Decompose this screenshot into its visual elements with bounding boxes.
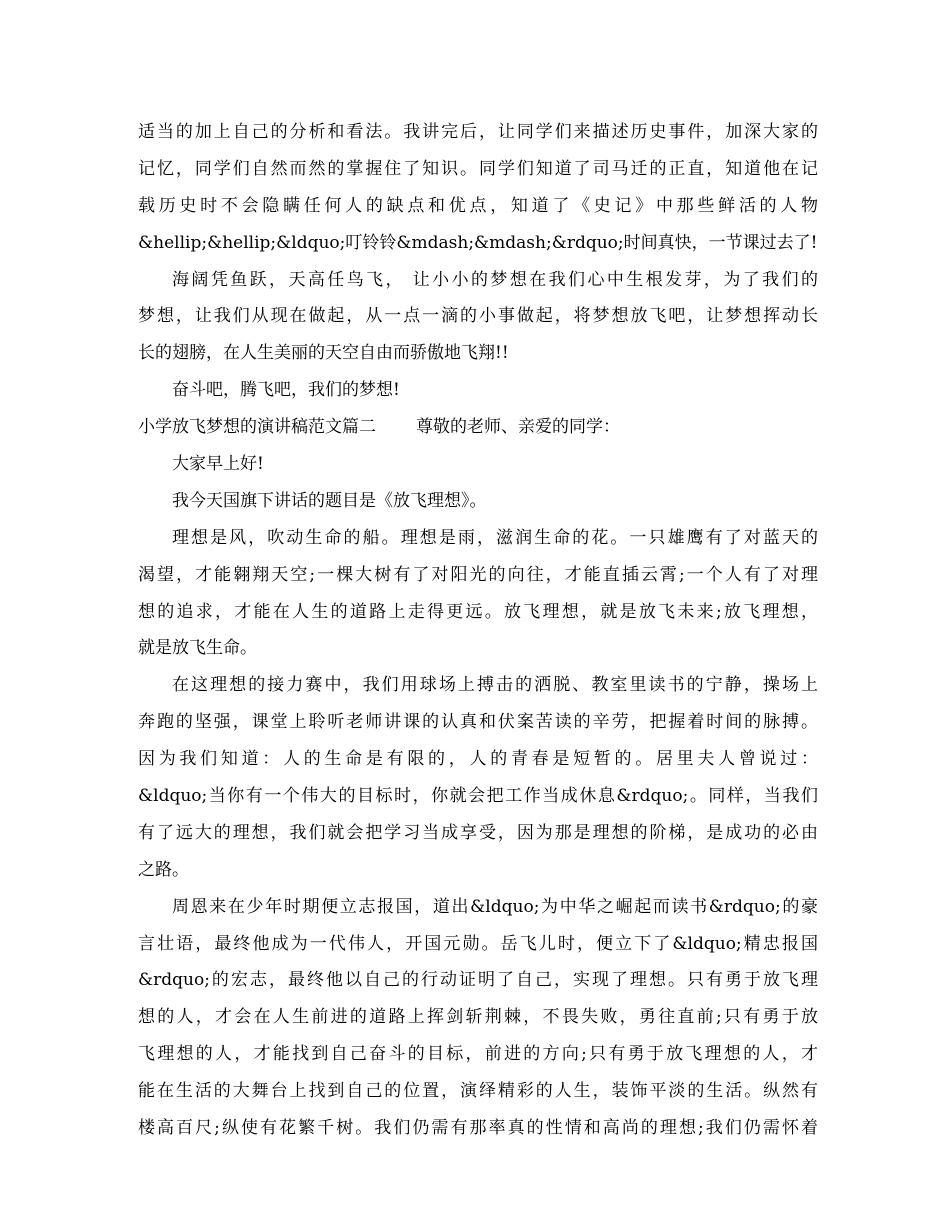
text-line: 奋斗吧，腾飞吧，我们的梦想! <box>172 380 400 401</box>
text-line: 梦想，让我们从现在做起，从一点一滴的小事做起，将梦想放飞吧，让梦想挥动长 <box>138 306 818 327</box>
text-line: 能在生活的大舞台上找到自己的位置，演绎精彩的人生，装饰平淡的生活。纵然有 <box>138 1081 818 1102</box>
text-line: 海阔凭鱼跃，天高任鸟飞， 让小小的梦想在我们心中生根发芽，为了我们的 <box>172 269 818 290</box>
text-line: 有了远大的理想，我们就会把学习当成享受，因为那是理想的阶梯，是成功的必由 <box>138 822 818 843</box>
text-line: 飞理想的人，才能找到自己奋斗的目标，前进的方向;只有勇于放飞理想的人，才 <box>138 1044 818 1065</box>
text-line: 之路。 <box>138 859 189 880</box>
text-line: 大家早上好! <box>172 454 264 475</box>
text-line: 想的追求，才能在人生的道路上走得更远。放飞理想，就是放飞未来;放飞理想， <box>138 601 818 622</box>
text-line: 言壮语，最终他成为一代伟人，开国元勋。岳飞儿时，便立下了&ldquo;精忠报国 <box>138 933 818 954</box>
text-line: 适当的加上自己的分析和看法。我讲完后，让同学们来描述历史事件，加深大家的 <box>138 122 818 142</box>
text-line: 记忆，同学们自然而然的掌握住了知识。同学们知道了司马迁的正直，知道他在记 <box>138 158 818 179</box>
text-line: 理想是风，吹动生命的船。理想是雨，滋润生命的花。一只雄鹰有了对蓝天的 <box>172 527 818 548</box>
text-line: &rdquo;的宏志，最终他以自己的行动证明了自己，实现了理想。只有勇于放飞理 <box>138 970 818 991</box>
heading-line <box>138 409 818 446</box>
text-line: 载历史时不会隐瞒任何人的缺点和优点，知道了《史记》中那些鲜活的人物 <box>138 195 818 216</box>
text-line: 在这理想的接力赛中，我们用球场上搏击的洒脱、教室里读书的宁静，操场上 <box>172 675 818 696</box>
text-line: 周恩来在少年时期便立志报国，道出&ldquo;为中华之崛起而读书&rdquo;的豪 <box>172 896 818 917</box>
salutation: 尊敬的老师、亲爱的同学： <box>416 417 620 438</box>
section-heading: 小学放飞梦想的演讲稿范文篇二 <box>138 417 376 438</box>
text-line: 渴望，才能翱翔天空;一棵大树有了对阳光的向往，才能直插云霄;一个人有了对理 <box>138 564 818 585</box>
text-line: 因为我们知道：人的生命是有限的，人的青春是短暂的。居里夫人曾说过： <box>138 749 818 770</box>
text-line: 我今天国旗下讲话的题目是《放飞理想》。 <box>172 490 487 511</box>
document-body <box>138 114 818 1147</box>
text-line: 就是放飞生命。 <box>138 638 257 659</box>
text-line: 长的翅膀，在人生美丽的天空自由而骄傲地飞翔!! <box>138 343 509 364</box>
text-line: 楼高百尺;纵使有花繁千树。我们仍需有那率真的性情和高尚的理想;我们仍需怀着 <box>138 1118 818 1139</box>
text-line: &hellip;&hellip;&ldquo;叮铃铃&mdash;&mdash;&rdquo;时间真快，一节课过去了! <box>138 232 818 253</box>
text-line: &ldquo;当你有一个伟大的目标时，你就会把工作当成休息&rdquo;。同样，当我们 <box>138 786 818 807</box>
text-line: 想的人，才会在人生前进的道路上挥剑斩荆棘，不畏失败，勇往直前;只有勇于放 <box>138 1007 818 1028</box>
text-line: 奔跑的坚强，课堂上聆听老师讲课的认真和伏案苦读的辛劳，把握着时间的脉搏。 <box>138 712 818 733</box>
